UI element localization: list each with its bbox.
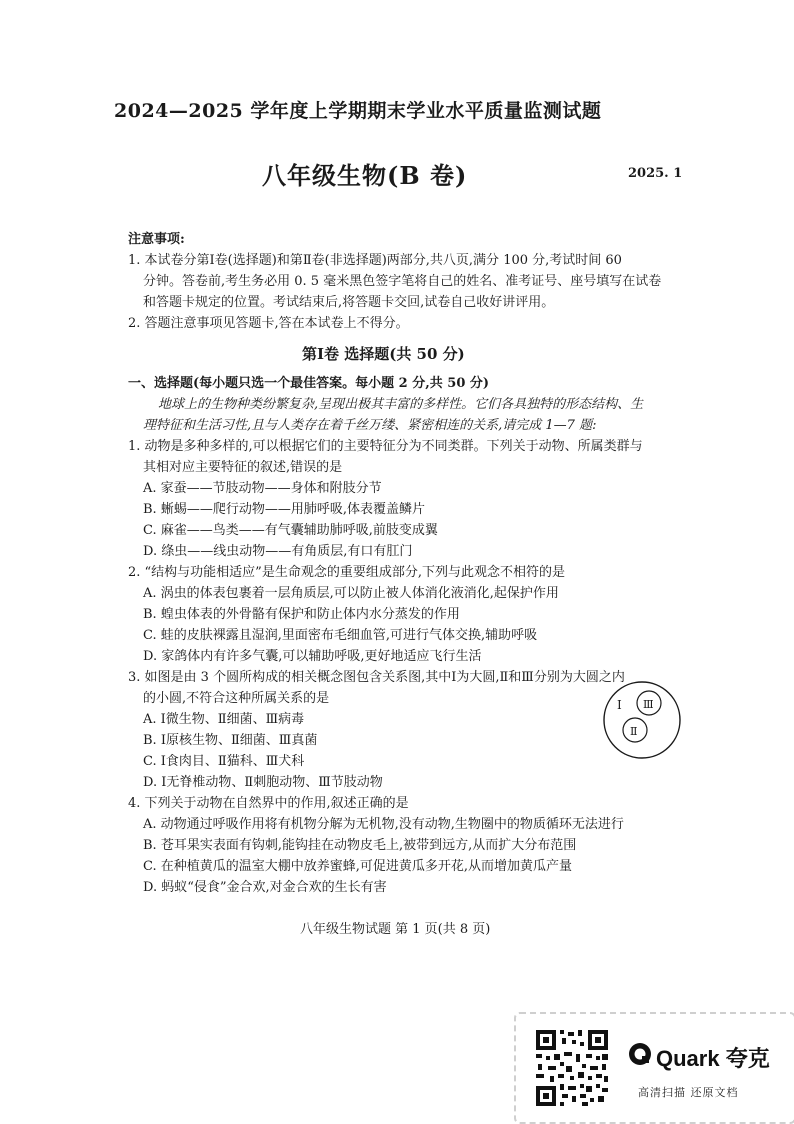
label-small-bottom: Ⅱ [630,725,638,738]
question-3-stem: 的小圆,不符合这种所属关系的是 [143,691,330,706]
question-1-option-c: C. 麻雀——鸟类——有气囊辅助肺呼吸,前肢变成翼 [143,523,438,538]
question-2-option-a: A. 涡虫的体表包裹着一层角质层,可以防止被人体消化液消化,起保护作用 [143,586,559,601]
question-3-option-d: D. Ⅰ无脊椎动物、Ⅱ刺胞动物、Ⅲ节肢动物 [143,775,383,790]
question-4-option-c: C. 在种植黄瓜的温室大棚中放养蜜蜂,可促进黄瓜多开花,从而增加黄瓜产量 [143,859,573,874]
quark-brand: Quark 夸克 [656,1046,770,1071]
page-footer: 八年级生物试题 第 1 页(共 8 页) [300,922,491,937]
quark-watermark [514,1012,794,1124]
quark-logo-icon [628,1042,652,1066]
question-4-option-b: B. 苍耳果实表面有钩刺,能钩挂在动物皮毛上,被带到远方,从而扩大分布范围 [143,838,577,853]
question-3-option-a: A. Ⅰ微生物、Ⅱ细菌、Ⅲ病毒 [143,712,305,727]
qr-code-icon [534,1028,610,1108]
question-4-stem: 4. 下列关于动物在自然界中的作用,叙述正确的是 [128,796,409,811]
question-4-option-d: D. 蚂蚁“侵食”金合欢,对金合欢的生长有害 [143,880,387,895]
question-1-option-b: B. 蜥蜴——爬行动物——用肺呼吸,体表覆盖鳞片 [143,502,425,517]
question-3-stem: 3. 如图是由 3 个圆所构成的相关概念图包含关系图,其中Ⅰ为大圆,Ⅱ和Ⅲ分别为大圆之内 [128,670,625,685]
question-1-option-d: D. 绦虫——线虫动物——有角质层,有口有肛门 [143,544,413,559]
exam-title: 2024—2025 学年度上学期期末学业水平质量监测试题 [114,100,602,122]
question-3-option-b: B. Ⅰ原核生物、Ⅱ细菌、Ⅲ真菌 [143,733,318,748]
paper-subtitle: 八年级生物(B 卷) [262,161,468,190]
notice-item-2: 2. 答题注意事项见答题卡,答在本试卷上不得分。 [128,316,409,331]
notice-item-1: 1. 本试卷分第Ⅰ卷(选择题)和第Ⅱ卷(非选择题)两部分,共八页,满分 100 分,考试时间 60 [128,253,622,268]
question-2-option-d: D. 家鸽体内有许多气囊,可以辅助呼吸,更好地适应飞行生活 [143,649,482,664]
notice-item-1-cont: 分钟。答卷前,考生务必用 0. 5 毫米黑色签字笔将自己的姓名、准考证号、座号填写在试卷 [143,274,662,289]
question-2-stem: 2. “结构与功能相适应”是生命观念的重要组成部分,下列与此观念不相符的是 [128,565,565,580]
question-4-option-a: A. 动物通过呼吸作用将有机物分解为无机物,没有动物,生物圈中的物质循环无法进行 [143,817,624,832]
intro-paragraph: 理特征和生活习性,且与人类存在着千丝万缕、紧密相连的关系,请完成 1—7 题: [143,418,597,433]
label-small-top: Ⅲ [643,698,654,711]
question-1-stem: 1. 动物是多种多样的,可以根据它们的主要特征分为不同类群。下列关于动物、所属类群与 [128,439,643,454]
quark-slogan: 高清扫描 还原文档 [638,1086,739,1099]
exam-date: 2025. 1 [628,166,683,181]
intro-paragraph: 地球上的生物种类纷繁复杂,呈现出极其丰富的多样性。它们各具独特的形态结构、生 [158,397,644,412]
question-1-option-a: A. 家蚕——节肢动物——身体和附肢分节 [143,481,382,496]
notice-heading: 注意事项: [128,232,185,247]
concept-circle-diagram [600,678,684,762]
question-1-stem: 其相对应主要特征的叙述,错误的是 [143,460,343,475]
notice-item-1-cont: 和答题卡规定的位置。考试结束后,将答题卡交回,试卷自己收好讲评用。 [143,295,555,310]
section-title: 第Ⅰ卷 选择题(共 50 分) [302,345,465,363]
question-2-option-b: B. 蝗虫体表的外骨骼有保护和防止体内水分蒸发的作用 [143,607,460,622]
question-3-option-c: C. Ⅰ食肉目、Ⅱ猫科、Ⅲ犬科 [143,754,305,769]
label-big: Ⅰ [617,698,622,712]
question-2-option-c: C. 蛙的皮肤裸露且湿润,里面密布毛细血管,可进行气体交换,辅助呼吸 [143,628,538,643]
part-heading: 一、选择题(每小题只选一个最佳答案。每小题 2 分,共 50 分) [128,376,490,391]
